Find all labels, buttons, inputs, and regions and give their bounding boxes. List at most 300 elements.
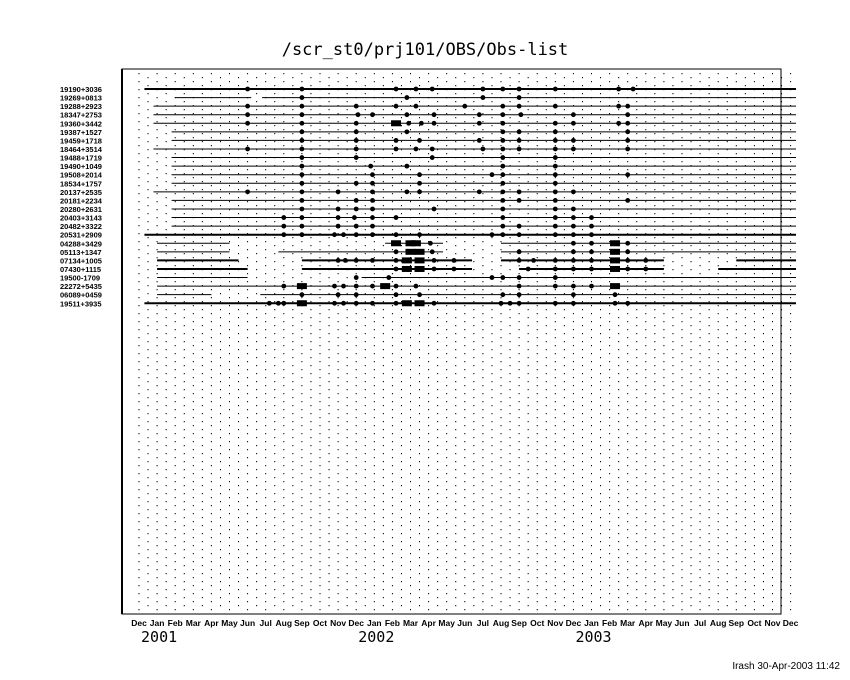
observation-marker-multi xyxy=(380,283,390,289)
observation-marker xyxy=(281,224,286,229)
observation-marker xyxy=(625,129,630,134)
month-tick-label: Nov xyxy=(764,618,781,628)
observation-marker xyxy=(394,258,399,263)
observation-marker xyxy=(414,284,419,289)
observation-marker xyxy=(517,129,522,134)
observation-marker xyxy=(571,147,576,152)
observation-marker xyxy=(300,232,305,237)
observation-marker xyxy=(625,241,630,246)
month-tick-label: Dec xyxy=(782,618,799,628)
observation-marker xyxy=(500,198,505,203)
observation-marker xyxy=(354,104,359,109)
source-label: 19500-1709 xyxy=(60,273,101,283)
observation-marker xyxy=(354,224,359,229)
observation-marker xyxy=(553,207,558,212)
source-label: 19459+1718 xyxy=(60,136,102,146)
observation-marker xyxy=(477,121,482,126)
observation-marker xyxy=(553,189,558,194)
observation-marker-multi xyxy=(297,283,307,289)
observation-marker xyxy=(276,301,281,306)
observation-marker xyxy=(245,121,250,126)
month-tick-label: Mar xyxy=(402,618,419,628)
observation-marker xyxy=(341,301,346,306)
observation-marker xyxy=(625,267,630,272)
observation-marker xyxy=(341,284,346,289)
observation-marker-multi xyxy=(415,257,425,263)
source-label: 20403+3143 xyxy=(60,213,102,223)
observation-marker xyxy=(517,189,522,194)
month-tick-label: Oct xyxy=(312,618,328,628)
observation-marker xyxy=(404,112,409,117)
observation-marker-multi xyxy=(610,240,620,246)
month-tick-label: Jan xyxy=(584,618,599,628)
observation-marker xyxy=(332,284,337,289)
observation-marker-multi xyxy=(610,283,620,289)
source-label: 22272+5435 xyxy=(60,282,102,292)
observation-marker xyxy=(553,284,558,289)
observation-marker xyxy=(354,301,359,306)
observation-marker xyxy=(430,249,435,254)
observation-marker xyxy=(343,258,348,263)
observation-marker xyxy=(300,215,305,220)
observation-marker xyxy=(300,95,305,100)
observation-marker xyxy=(432,258,437,263)
observation-marker xyxy=(245,112,250,117)
observation-marker xyxy=(553,147,558,152)
month-tick-label: Oct xyxy=(530,618,545,628)
month-tick-label: Nov xyxy=(330,618,347,628)
month-tick-label: Jan xyxy=(149,618,165,628)
observation-marker xyxy=(370,172,375,177)
observation-marker xyxy=(414,147,419,152)
observation-marker xyxy=(500,129,505,134)
observation-marker xyxy=(417,292,422,297)
observation-marker xyxy=(571,258,576,263)
observation-marker xyxy=(452,258,457,263)
observation-marker xyxy=(500,224,505,229)
observation-marker xyxy=(499,301,504,306)
source-label: 07430+1115 xyxy=(60,264,102,274)
observation-marker xyxy=(500,181,505,186)
observation-marker xyxy=(394,284,399,289)
observation-marker xyxy=(571,112,576,117)
observation-marker xyxy=(370,215,375,220)
observation-marker xyxy=(519,112,524,117)
month-tick-label: Dec xyxy=(565,618,582,628)
observation-marker xyxy=(553,172,558,177)
observation-marker xyxy=(300,138,305,143)
observation-marker xyxy=(481,95,486,100)
month-tick-label: Apr xyxy=(638,618,654,628)
observation-marker xyxy=(553,87,558,92)
observation-marker xyxy=(417,232,422,237)
observation-marker-multi xyxy=(411,240,421,246)
month-tick-label: Feb xyxy=(384,618,400,628)
source-label: 05113+1347 xyxy=(60,247,102,257)
observation-marker-multi xyxy=(402,300,412,306)
observation-marker xyxy=(616,121,621,126)
observation-marker xyxy=(336,224,341,229)
month-tick-label: Sep xyxy=(511,618,527,628)
observation-marker xyxy=(625,112,630,117)
observation-marker xyxy=(589,267,594,272)
observation-marker xyxy=(354,129,359,134)
observation-marker xyxy=(354,147,359,152)
observation-marker-multi xyxy=(415,249,425,255)
observation-marker-multi xyxy=(402,257,412,263)
observation-marker xyxy=(281,284,286,289)
observation-marker xyxy=(517,104,522,109)
observation-marker xyxy=(430,87,435,92)
observation-marker xyxy=(643,267,648,272)
observation-marker xyxy=(477,112,482,117)
observation-marker-multi xyxy=(610,249,620,255)
observation-marker xyxy=(414,87,419,92)
observation-marker xyxy=(481,147,486,152)
observation-marker xyxy=(625,249,630,254)
source-label: 06089+0459 xyxy=(60,290,102,300)
year-label: 2001 xyxy=(141,628,178,646)
month-tick-label: Mar xyxy=(185,618,201,628)
observation-marker xyxy=(517,198,522,203)
observation-marker xyxy=(300,147,305,152)
observation-marker xyxy=(553,164,558,169)
month-tick-label: Jul xyxy=(693,618,707,628)
month-tick-label: Jan xyxy=(366,618,382,628)
observation-marker-multi xyxy=(415,266,425,272)
observation-marker xyxy=(332,301,337,306)
observation-marker xyxy=(625,138,630,143)
observation-marker xyxy=(625,301,630,306)
observation-marker xyxy=(368,164,373,169)
observation-marker xyxy=(281,215,286,220)
observation-marker xyxy=(643,258,648,263)
observation-marker xyxy=(417,172,422,177)
month-tick-label: Feb xyxy=(167,618,183,628)
observation-marker xyxy=(281,232,286,237)
observation-marker xyxy=(432,301,437,306)
observation-marker xyxy=(616,104,621,109)
observation-marker xyxy=(613,292,618,297)
observation-marker xyxy=(553,104,558,109)
observation-marker xyxy=(300,207,305,212)
observation-marker xyxy=(500,215,505,220)
observation-marker xyxy=(631,87,636,92)
observation-marker xyxy=(571,284,576,289)
observation-marker xyxy=(500,275,505,280)
observation-marker xyxy=(432,207,437,212)
observation-marker xyxy=(500,292,505,297)
month-tick-label: Oct xyxy=(747,618,762,628)
observation-marker xyxy=(571,207,576,212)
observation-marker xyxy=(553,138,558,143)
observation-marker xyxy=(432,121,437,126)
observation-marker xyxy=(300,189,305,194)
observation-marker xyxy=(245,87,250,92)
month-tick-label: Aug xyxy=(709,618,727,628)
observation-marker xyxy=(336,292,341,297)
observation-marker xyxy=(553,267,558,272)
observation-marker xyxy=(404,95,409,100)
observation-marker xyxy=(352,215,357,220)
observation-marker xyxy=(370,198,375,203)
observation-marker xyxy=(500,232,505,237)
observation-marker xyxy=(394,104,399,109)
observation-marker-multi xyxy=(415,300,425,306)
source-label: 19387+1527 xyxy=(60,127,102,137)
observation-marker xyxy=(336,207,341,212)
observation-marker xyxy=(430,147,435,152)
observation-marker xyxy=(571,224,576,229)
observation-marker xyxy=(553,129,558,134)
observation-marker xyxy=(517,301,522,306)
observation-marker xyxy=(354,198,359,203)
observation-marker xyxy=(571,292,576,297)
observation-marker xyxy=(500,104,505,109)
observation-marker xyxy=(300,164,305,169)
year-label: 2002 xyxy=(358,628,395,646)
source-label: 20531+2909 xyxy=(60,230,102,240)
observation-marker xyxy=(245,104,250,109)
observation-marker xyxy=(571,121,576,126)
observation-marker xyxy=(417,181,422,186)
source-label: 20181+2234 xyxy=(60,196,102,206)
observation-marker xyxy=(336,215,341,220)
observation-marker xyxy=(589,232,594,237)
observation-marker xyxy=(517,292,522,297)
observation-marker xyxy=(589,258,594,263)
observation-marker xyxy=(300,155,305,160)
observation-marker xyxy=(354,275,359,280)
observation-marker xyxy=(354,258,359,263)
observation-marker xyxy=(394,215,399,220)
observation-marker xyxy=(452,267,457,272)
observation-marker xyxy=(404,189,409,194)
observation-marker xyxy=(354,232,359,237)
observation-marker xyxy=(553,198,558,203)
observation-marker-multi xyxy=(297,300,307,306)
source-label: 20482+3322 xyxy=(60,222,102,232)
month-tick-label: Dec xyxy=(131,618,147,628)
observation-marker xyxy=(481,87,486,92)
observation-marker xyxy=(553,224,558,229)
observation-marker xyxy=(625,258,630,263)
observation-marker xyxy=(370,284,375,289)
observation-marker xyxy=(430,155,435,160)
source-label: 18464+3514 xyxy=(60,144,102,154)
observation-marker-multi xyxy=(391,240,401,246)
observation-marker xyxy=(553,301,558,306)
observation-marker xyxy=(616,87,621,92)
observation-marker xyxy=(553,155,558,160)
month-tick-label: May xyxy=(438,618,455,628)
observation-marker xyxy=(354,138,359,143)
source-label: 18534+1757 xyxy=(60,179,102,189)
observation-marker xyxy=(625,198,630,203)
observation-marker xyxy=(571,241,576,246)
month-tick-label: Apr xyxy=(421,618,436,628)
month-tick-label: Sep xyxy=(728,618,745,628)
observation-marker xyxy=(517,232,522,237)
month-tick-label: May xyxy=(655,618,673,628)
observation-marker xyxy=(300,87,305,92)
observation-marker xyxy=(500,189,505,194)
observation-marker xyxy=(517,147,522,152)
observation-marker xyxy=(341,232,346,237)
observation-marker xyxy=(336,189,341,194)
observation-marker xyxy=(419,121,424,126)
observation-marker xyxy=(300,121,305,126)
observation-marker xyxy=(370,258,375,263)
observation-marker xyxy=(589,241,594,246)
source-label: 19508+2014 xyxy=(60,170,102,180)
observation-marker xyxy=(386,275,391,280)
source-label: 19190+3036 xyxy=(60,85,102,94)
month-tick-label: Jul xyxy=(259,618,272,628)
month-tick-label: Jun xyxy=(674,618,690,628)
observation-marker-multi xyxy=(402,266,412,272)
observation-marker xyxy=(404,129,409,134)
observation-marker xyxy=(477,189,482,194)
observation-marker xyxy=(354,181,359,186)
observation-marker xyxy=(354,284,359,289)
observation-marker xyxy=(404,164,409,169)
observation-marker xyxy=(417,189,422,194)
observation-marker xyxy=(300,198,305,203)
observation-marker xyxy=(625,121,630,126)
observation-marker xyxy=(370,207,375,212)
year-label: 2003 xyxy=(575,628,612,646)
observation-marker xyxy=(300,112,305,117)
observation-marker xyxy=(300,292,305,297)
observation-marker xyxy=(300,104,305,109)
observation-marker xyxy=(245,147,250,152)
observation-marker xyxy=(477,138,482,143)
observation-marker xyxy=(508,301,513,306)
observation-marker xyxy=(571,138,576,143)
month-tick-label: Jul xyxy=(476,618,490,628)
month-tick-label: Nov xyxy=(547,618,564,628)
source-label: 20137+2535 xyxy=(60,187,102,197)
observation-marker xyxy=(394,301,399,306)
observation-marker xyxy=(394,147,399,152)
observation-marker xyxy=(531,258,536,263)
observation-marker-multi xyxy=(610,266,620,272)
observation-marker xyxy=(553,232,558,237)
observation-marker xyxy=(370,301,375,306)
source-label: 19511+3935 xyxy=(60,299,102,309)
observation-marker xyxy=(571,249,576,254)
observation-marker xyxy=(490,232,495,237)
observation-marker xyxy=(414,104,419,109)
observation-marker xyxy=(517,275,522,280)
observation-marker xyxy=(517,224,522,229)
observation-marker xyxy=(354,207,359,212)
month-tick-label: Aug xyxy=(492,618,510,628)
month-tick-label: May xyxy=(221,618,238,628)
observation-marker xyxy=(336,258,341,263)
observation-marker xyxy=(625,104,630,109)
observation-marker xyxy=(571,215,576,220)
month-tick-label: Aug xyxy=(275,618,293,628)
observation-marker xyxy=(370,189,375,194)
source-label: 19269+0813 xyxy=(60,93,102,103)
month-tick-label: Jun xyxy=(457,618,473,628)
source-label: 19490+1049 xyxy=(60,162,102,172)
observation-marker xyxy=(245,189,250,194)
chart-title: /scr_st0/prj101/OBS/Obs-list xyxy=(281,40,569,60)
observation-marker xyxy=(394,232,399,237)
source-label: 20280+2631 xyxy=(60,204,102,214)
observation-marker xyxy=(394,138,399,143)
observation-marker xyxy=(517,249,522,254)
observation-marker xyxy=(500,172,505,177)
observation-marker xyxy=(500,138,505,143)
observation-marker xyxy=(500,164,505,169)
observation-marker xyxy=(589,224,594,229)
source-label: 18347+2753 xyxy=(60,110,102,120)
source-label: 19288+2923 xyxy=(60,102,102,112)
observation-marker xyxy=(589,249,594,254)
source-label: 04288+3429 xyxy=(60,239,102,249)
observation-marker xyxy=(571,232,576,237)
month-tick-label: Mar xyxy=(620,618,636,628)
month-tick-label: Apr xyxy=(204,618,219,628)
observation-marker xyxy=(490,275,495,280)
observation-marker-multi xyxy=(406,249,416,255)
observation-marker xyxy=(300,224,305,229)
observation-marker xyxy=(500,147,505,152)
observation-marker xyxy=(394,267,399,272)
observation-marker xyxy=(589,284,594,289)
observation-marker xyxy=(553,121,558,126)
observation-marker xyxy=(553,181,558,186)
observation-marker xyxy=(432,267,437,272)
observation-marker xyxy=(281,301,286,306)
observation-marker xyxy=(517,284,522,289)
observation-marker xyxy=(571,301,576,306)
observation-marker xyxy=(613,301,618,306)
observation-marker xyxy=(394,249,399,254)
observation-marker xyxy=(517,87,522,92)
observation-marker xyxy=(370,232,375,237)
observation-marker xyxy=(354,121,359,126)
observation-marker xyxy=(625,172,630,177)
observation-marker xyxy=(500,112,505,117)
observation-marker xyxy=(394,87,399,92)
observation-marker xyxy=(553,275,558,280)
source-label: 19360+3442 xyxy=(60,119,102,129)
source-label: 07134+1005 xyxy=(60,256,102,266)
observation-marker xyxy=(428,241,433,246)
observation-marker xyxy=(267,301,272,306)
observation-marker-multi xyxy=(610,257,620,263)
observation-marker xyxy=(300,129,305,134)
observation-marker xyxy=(417,138,422,143)
observation-marker xyxy=(406,121,411,126)
observation-marker xyxy=(500,121,505,126)
observation-marker xyxy=(394,292,399,297)
month-tick-label: Feb xyxy=(602,618,618,628)
footer-stamp: Irash 30-Apr-2003 11:42 xyxy=(732,661,840,672)
observation-marker xyxy=(300,181,305,186)
observation-marker xyxy=(370,112,375,117)
observation-marker xyxy=(370,181,375,186)
month-tick-label: Dec xyxy=(348,618,364,628)
observation-marker xyxy=(462,104,467,109)
observation-marker xyxy=(354,155,359,160)
observation-marker-multi xyxy=(391,120,401,126)
